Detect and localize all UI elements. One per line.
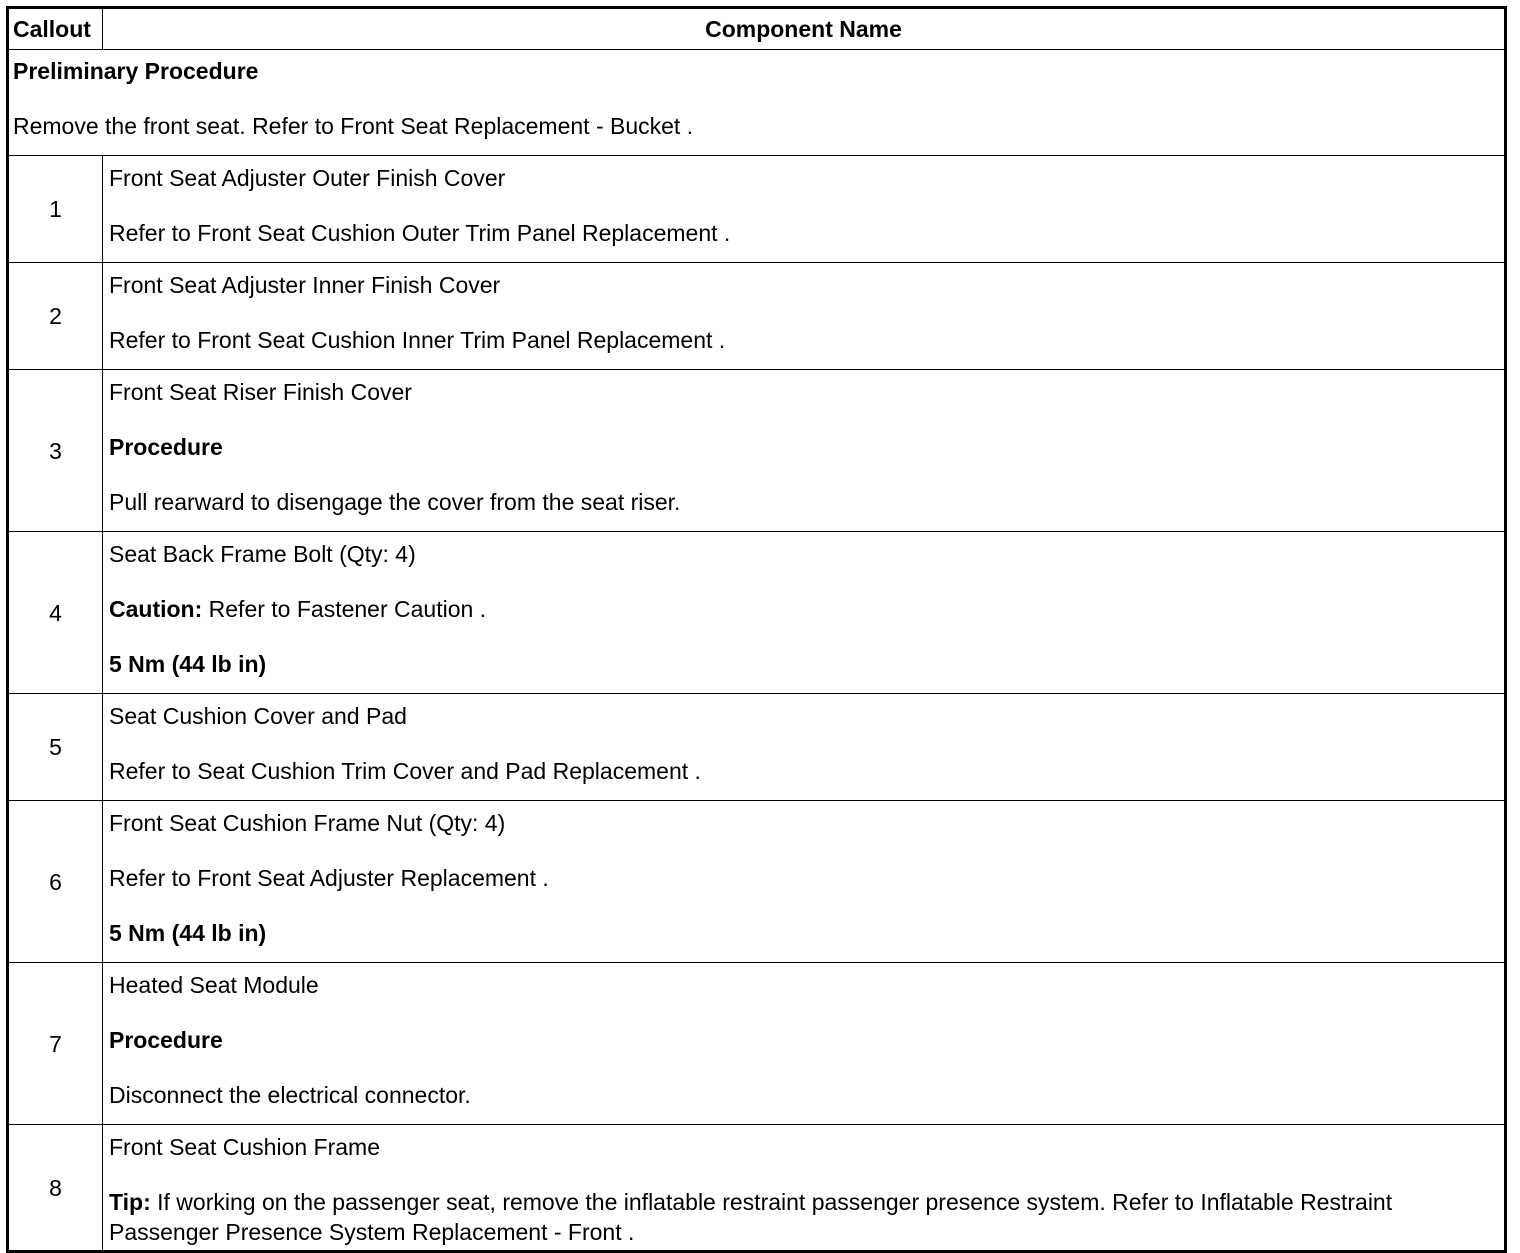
- component-name: Front Seat Adjuster Inner Finish Cover: [109, 272, 501, 298]
- callout-number: 1: [8, 156, 103, 263]
- component-name: Seat Cushion Cover and Pad: [109, 703, 407, 729]
- caution-label: Caution:: [109, 596, 203, 622]
- callout-number: 6: [8, 801, 103, 963]
- table-row: [8, 801, 1506, 963]
- preliminary-text: Remove the front seat. Refer to Front Seat Replacement - Bucket .: [13, 113, 694, 139]
- callout-number: 3: [8, 370, 103, 532]
- header-row: [8, 8, 1506, 50]
- table-row: [8, 532, 1506, 694]
- callout-number: 2: [8, 263, 103, 370]
- table-row: [8, 694, 1506, 801]
- component-name: Front Seat Riser Finish Cover: [109, 379, 412, 405]
- procedure-text: Disconnect the electrical connector.: [109, 1082, 471, 1108]
- preliminary-title: Preliminary Procedure: [13, 58, 259, 84]
- procedure-label: Procedure: [109, 1027, 223, 1053]
- torque-spec: 5 Nm (44 lb in): [109, 651, 267, 677]
- table-row: [8, 1125, 1506, 1252]
- component-name: Front Seat Cushion Frame: [109, 1134, 381, 1160]
- callout-number: 5: [8, 694, 103, 801]
- callout-number: 7: [8, 963, 103, 1125]
- table-row: [8, 263, 1506, 370]
- tip-text: If working on the passenger seat, remove the inflatable restraint passenger presence system. Refer to Inflatable Restraint Passenger Presence System Replacement - Front .: [109, 1189, 1393, 1245]
- component-note: Refer to Seat Cushion Trim Cover and Pad Replacement .: [109, 758, 701, 784]
- component-name: Front Seat Cushion Frame Nut (Qty: 4): [109, 810, 506, 836]
- preliminary-row: [8, 50, 1506, 156]
- component-name: Seat Back Frame Bolt (Qty: 4): [109, 541, 416, 567]
- tip-label: Tip:: [109, 1189, 151, 1215]
- tip-note: [109, 1187, 1498, 1247]
- component-name: Front Seat Adjuster Outer Finish Cover: [109, 165, 506, 191]
- callout-number: 8: [8, 1125, 103, 1252]
- callout-header: Callout: [8, 8, 103, 50]
- callout-number: 4: [8, 532, 103, 694]
- torque-spec: 5 Nm (44 lb in): [109, 920, 267, 946]
- component-note: Refer to Front Seat Cushion Inner Trim Panel Replacement .: [109, 327, 726, 353]
- table-row: [8, 156, 1506, 263]
- table-row: [8, 963, 1506, 1125]
- component-table: [6, 6, 1507, 1253]
- caution-text: Refer to Fastener Caution .: [202, 596, 487, 622]
- procedure-label: Procedure: [109, 434, 223, 460]
- component-note: Refer to Front Seat Cushion Outer Trim Panel Replacement .: [109, 220, 731, 246]
- procedure-text: Pull rearward to disengage the cover from the seat riser.: [109, 489, 681, 515]
- caution-note: [109, 594, 1498, 624]
- component-note: Refer to Front Seat Adjuster Replacement .: [109, 865, 549, 891]
- component-name-header: Component Name: [103, 8, 1506, 50]
- table-row: [8, 370, 1506, 532]
- component-name: Heated Seat Module: [109, 972, 319, 998]
